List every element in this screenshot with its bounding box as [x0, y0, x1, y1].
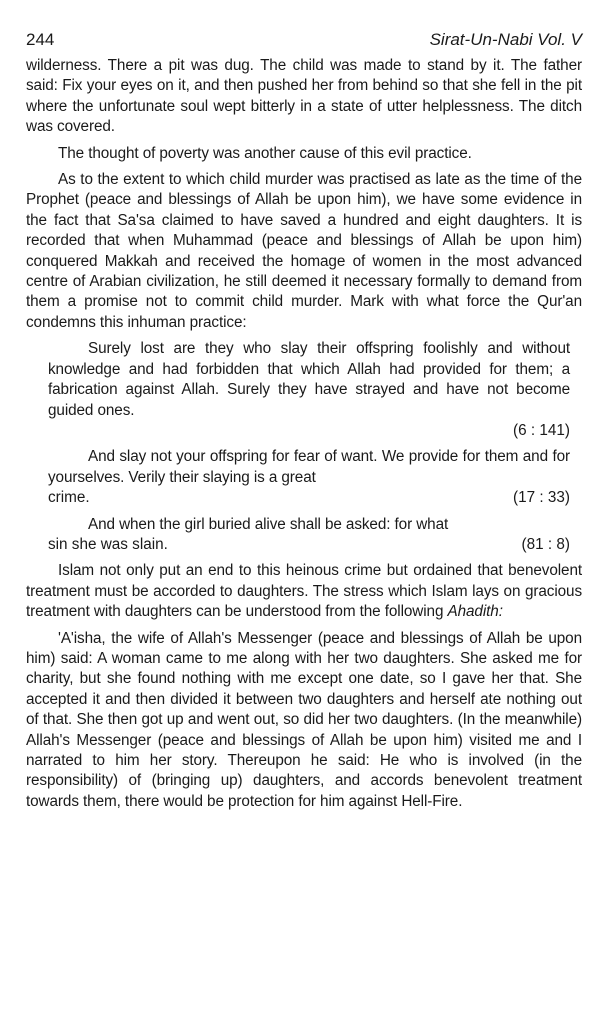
page-header — [26, 30, 582, 50]
quote-text: And slay not your offspring for fear of want. We provide for them and for yourselves. Verily their slaying is a great — [48, 448, 570, 486]
paragraph-islam — [26, 561, 582, 622]
quote-text: Surely lost are they who slay their offspring foolishly and without knowledge and had forbidden that which Allah had provided for them; a fabrication against Allah. Surely they have strayed and have not become guided ones. — [48, 340, 570, 419]
quote-last-words: crime. — [48, 489, 90, 507]
paragraph-islam-text: Islam not only put an end to this heinous crime but ordained that benevolent treatment must be accorded to daughters. The stress which Islam lays on gracious treatment with daughters can be understood from the following — [26, 562, 582, 621]
paragraph-poverty: The thought of poverty was another cause of this evil practice. — [58, 144, 472, 162]
quote-reference: (6 : 141) — [513, 421, 570, 439]
paragraph-extent: As to the extent to which child murder was practised as late as the time of the Prophet (peace and blessings of Allah be upon him), we have some evidence in the fact that Sa'sa claimed to have saved a hundred and eight daughters. It is recorded that when Muhammad (peace and blessings of Allah be upon him) conquered Makkah and received the homage of women in the most advanced centre of Arabian civilization, he still deemed it necessary formally to demand from them a promise not to commit child murder. Mark with what force the Qur'an condemns this inhuman practice: — [26, 171, 582, 331]
running-title: Sirat-Un-Nabi Vol. V — [429, 30, 582, 49]
quote-last-line — [48, 488, 570, 508]
quran-quote-2 — [48, 447, 570, 508]
quote-reference: (17 : 33) — [513, 489, 570, 507]
quote-reference: (81 : 8) — [521, 535, 570, 553]
ahadith-term: Ahadith: — [447, 603, 503, 621]
quote-last-line — [48, 535, 570, 555]
book-page — [26, 30, 582, 818]
paragraph-wilderness: wilderness. There a pit was dug. The child was made to stand by it. The father said: Fix your eyes on it, and then pushed her from behind so that she fell in the pit where the unfortunate soul wept bitterly in a state of utter helplessness. The ditch was covered. — [26, 57, 582, 136]
paragraph-aisha-hadith: 'A'isha, the wife of Allah's Messenger (peace and blessings of Allah be upon him) said: A woman came to me along with her two daughters. She asked me for charity, but she found nothing with me except one date, so I gave her that. She accepted it and then divided it between two daughters and herself ate nothing out of that. She then got up and went out, so did her two daughters. (In the meanwhile) Allah's Messenger (peace and blessings of Allah be upon him) visited me and I narrated to him her story. Thereupon he said: He who is involved (in the responsibility) of (bringing up) daughters, and accords benevolent treatment towards them, there would be protection for him against Hell-Fire. — [26, 629, 582, 810]
page-number: 244 — [26, 30, 55, 49]
quran-quote-1 — [48, 339, 570, 441]
quote-last-words: sin she was slain. — [48, 535, 168, 553]
quran-quote-3 — [48, 515, 570, 556]
quote-text: And when the girl buried alive shall be asked: for what — [88, 515, 449, 533]
